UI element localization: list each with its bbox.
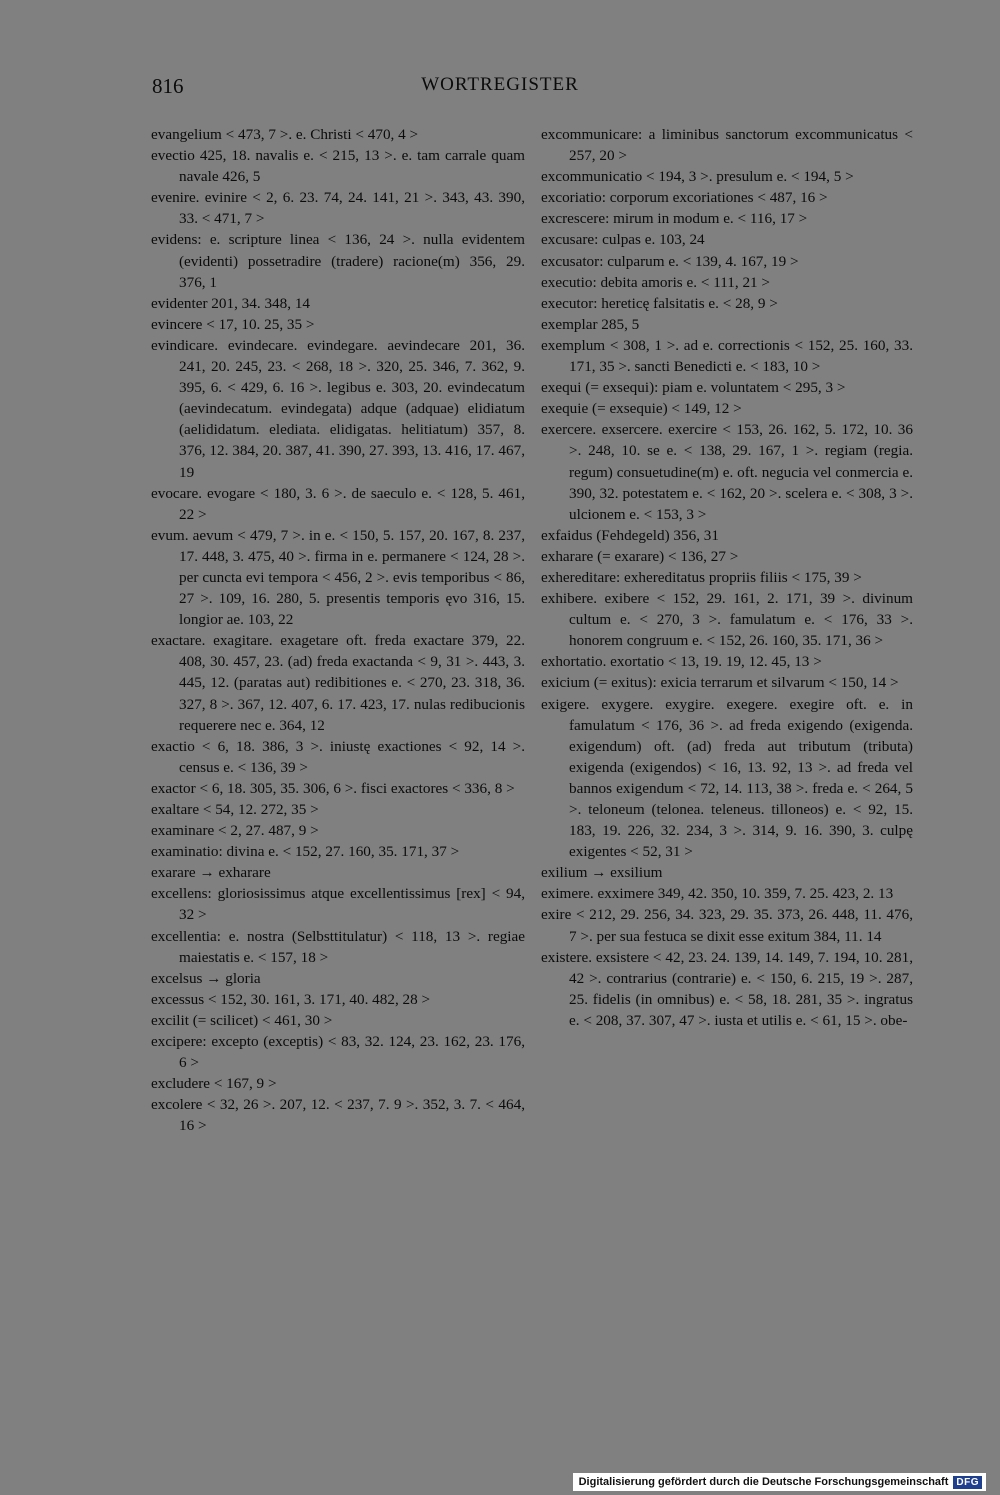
index-entry: excoriatio: corporum excoriationes < 487, 16 > [541, 189, 828, 207]
index-entry: excommunicare: a liminibus sanctorum excommunicatus < 257, 20 > [541, 126, 913, 165]
index-entry: exaltare < 54, 12. 272, 35 > [151, 801, 319, 818]
index-entry: excolere < 32, 26 >. 207, 12. < 237, 7. 9 >. 352, 3. 7. < 464, 16 > [151, 1096, 525, 1135]
index-entry: excilit (= scilicet) < 461, 30 > [151, 1011, 333, 1029]
index-entry: existere. exsistere < 42, 23. 24. 139, 14. 149, 7. 194, 10. 281, 42 >. contrarius (contrarie) e. < 150, 6. 215, 19 >. 287, 25. fidelis (in omnibus) e. < 58, 18. 281, 35 >. ingratus e. < 208, 37. 307, 47 >. iusta et utilis e. < 61, 15 >. obe- [541, 948, 913, 1029]
index-entry: examinatio: divina e. < 152, 27. 160, 35. 171, 37 > [151, 843, 460, 861]
index-entry: exhereditare: exhereditatus propriis filiis < 175, 39 > [541, 568, 862, 586]
index-entry: exicium (= exitus): exicia terrarum et silvarum < 150, 14 > [541, 674, 899, 692]
index-entry: exequie (= exsequie) < 149, 12 > [541, 400, 742, 418]
running-head: WORTREGISTER [421, 74, 579, 95]
index-entry: excessus < 152, 30. 161, 3. 171, 40. 482, 28 > [151, 990, 431, 1008]
index-entry: excellentia: e. nostra (Selbsttitulatur) < 118, 13 >. regiae maiestatis e. < 157, 18 > [151, 927, 525, 966]
index-entry: exactor < 6, 18. 305, 35. 306, 6 >. fisci exactores < 336, 8 > [151, 779, 515, 797]
index-entry: executor: hereticę falsitatis e. < 28, 9 > [541, 294, 778, 312]
funding-footer [573, 1473, 986, 1491]
index-entry: excusare: culpas e. 103, 24 [541, 231, 705, 249]
index-column-right [541, 124, 913, 1031]
index-entry: excludere < 167, 9 > [151, 1075, 277, 1093]
index-entry: exemplar 285, 5 [541, 315, 640, 333]
index-entry: evangelium < 473, 7 >. e. Christi < 470, 4 > [151, 126, 419, 143]
index-entry: evidens: e. scripture linea < 136, 24 >. nulla evidentem (evidenti) possetradire (tradere) racione(m) 356, 29. 376, 1 [151, 231, 525, 291]
index-entry: exilium → exsilium [541, 864, 663, 882]
index-column-left [151, 124, 525, 1137]
index-entry: exactio < 6, 18. 386, 3 >. iniustę exactiones < 92, 14 >. census e. < 136, 39 > [151, 737, 525, 776]
index-entry: excommunicatio < 194, 3 >. presulum e. < 194, 5 > [541, 168, 854, 186]
index-entry: excelsus → gloria [151, 969, 261, 987]
index-entry: evocare. evogare < 180, 3. 6 >. de saeculo e. < 128, 5. 461, 22 > [151, 484, 525, 523]
index-entry: excusator: culparum e. < 139, 4. 167, 19 > [541, 252, 799, 270]
index-entry: exfaidus (Fehdegeld) 356, 31 [541, 526, 719, 544]
index-entry: exequi (= exsequi): piam e. voluntatem < 295, 3 > [541, 379, 846, 397]
page-number: 816 [152, 74, 184, 98]
index-entry: exactare. exagitare. exagetare oft. freda exactare 379, 22. 408, 30. 457, 23. (ad) freda exactanda < 9, 31 >. 443, 3. 445, 12. (paratas aut) redibitiones e. < 270, 23. 318, 36. 327, 8 >. 367, 12. 407, 6. 17. 423, 17. nulas redibucionis requerere nec e. 364, 12 [151, 632, 525, 734]
index-entry: examinare < 2, 27. 487, 9 > [151, 822, 319, 840]
index-entry: evenire. evinire < 2, 6. 23. 74, 24. 141, 21 >. 343, 43. 390, 33. < 471, 7 > [151, 189, 525, 228]
funding-note: Digitalisierung gefördert durch die Deutsche Forschungsgemeinschaft [578, 1476, 949, 1488]
index-entry: evum. aevum < 479, 7 >. in e. < 150, 5. 157, 20. 167, 8. 237, 17. 448, 3. 475, 40 >. firma in e. permanere < 124, 28 >. per cuncta evi tempora < 456, 2 >. evis temporibus < 86, 27 >. 109, 16. 280, 5. presentis temporis ęvo 316, 15. longior ae. 103, 22 [151, 526, 525, 629]
index-entry: evidenter 201, 34. 348, 14 [151, 294, 311, 312]
index-entry: executio: debita amoris e. < 111, 21 > [541, 273, 770, 291]
dfg-logo-icon: DFG [953, 1476, 982, 1489]
index-entry: excipere: excepto (exceptis) < 83, 32. 124, 23. 162, 23. 176, 6 > [151, 1033, 525, 1072]
index-entry: evindicare. evindecare. evindegare. aevindecare 201, 36. 241, 20. 245, 23. < 268, 18 >. 320, 25. 346, 7. 362, 9. 395, 6. < 429, 6. 16 >. legibus e. 303, 20. evindecatum (aevindecatum. evindegata) adque (adquae) elidiatum (aelididatum. elediata. elidigatas. helitiatum) 357, 8. 376, 12. 384, 20. 387, 41. 390, 27. 393, 13. 416, 17. 467, 19 [151, 336, 525, 481]
index-entry: exarare → exharare [151, 864, 271, 882]
index-entry: exhortatio. exortatio < 13, 19. 19, 12. 45, 13 > [541, 653, 822, 671]
index-entry: exigere. exygere. exygire. exegere. exegire oft. e. in famulatum < 176, 36 >. ad freda exigendo (exigenda. exigendum) oft. (ad) freda aut tributum (tributa) exigenda (exigendos) < 16, 13. 92, 13 >. ad freda vel bannos exigendum < 72, 14. 113, 38 >. freda e. < 264, 5 >. teloneum (telonea. teleneus. tilloneos) e. < 92, 15. 183, 19. 226, 32. 234, 3 >. 314, 9. 16. 390, 3. culpę exigentes < 52, 31 > [541, 695, 913, 861]
index-entry: exercere. exsercere. exercire < 153, 26. 162, 5. 172, 10. 36 >. 248, 10. se e. < 138, 29. 167, 1 >. regiam (regia. regum) consuetudine(m) e. oft. negucia vel conmercia e. 390, 32. potestatem e. < 162, 20 >. scelera e. < 308, 3 >. ulcionem e. < 153, 3 > [541, 421, 913, 523]
index-entry: exemplum < 308, 1 >. ad e. correctionis < 152, 25. 160, 33. 171, 35 >. sancti Benedicti e. < 183, 10 > [541, 336, 913, 376]
index-entry: excellens: gloriosissimus atque excellentissimus [rex] < 94, 32 > [151, 885, 525, 924]
index-entry: excrescere: mirum in modum e. < 116, 17 > [541, 210, 808, 228]
index-entry: exhibere. exibere < 152, 29. 161, 2. 171, 39 >. divinum cultum e. < 270, 3 >. famulatum e. < 176, 33 >. honorem congruum e. < 152, 26. 160, 35. 171, 36 > [541, 590, 913, 650]
index-entry: eximere. exximere 349, 42. 350, 10. 359, 7. 25. 423, 2. 13 [541, 885, 894, 903]
index-entry: evincere < 17, 10. 25, 35 > [151, 315, 315, 333]
index-entry: evectio 425, 18. navalis e. < 215, 13 >. e. tam carrale quam navale 426, 5 [151, 147, 525, 186]
index-entry: exire < 212, 29. 256, 34. 323, 29. 35. 373, 26. 448, 11. 476, 7 >. per sua festuca se dixit esse exitum 384, 11. 14 [541, 906, 913, 945]
index-entry: exharare (= exarare) < 136, 27 > [541, 547, 739, 565]
